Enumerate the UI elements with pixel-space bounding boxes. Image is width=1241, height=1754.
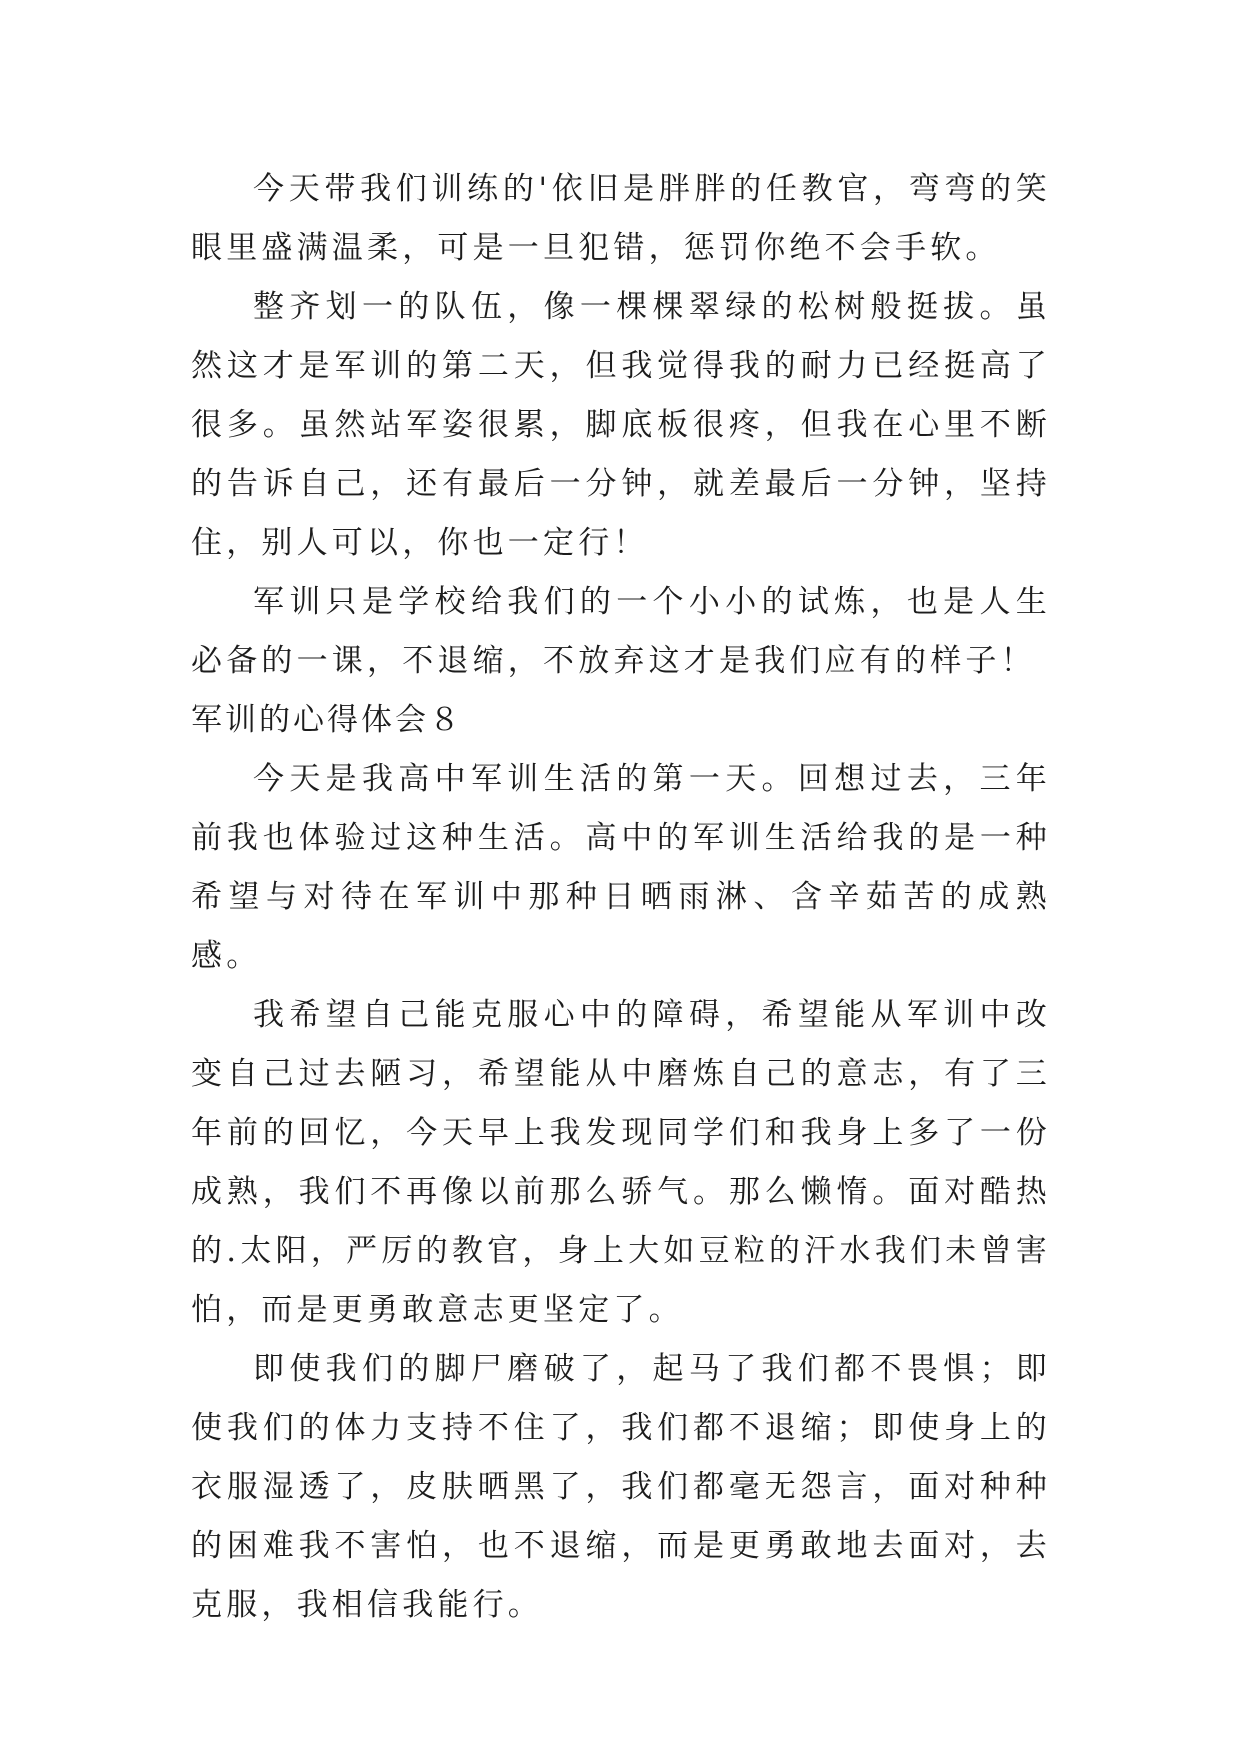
document-body — [191, 160, 1051, 1635]
paragraph-trial: 军训只是学校给我们的一个小小的试炼，也是人生必备的一课，不退缩，不放弃这才是我们应有的样子！ — [191, 584, 1051, 679]
section-heading: 军训的心得体会８ — [191, 702, 463, 738]
paragraph-courage: 即使我们的脚尸磨破了，起马了我们都不畏惧；即使我们的体力支持不住了，我们都不退缩；即使身上的衣服湿透了，皮肤晒黑了，我们都毫无怨言，面对种种的困难我不害怕，也不退缩，而是更勇敢地去面对，去克服，我相信我能行。 — [191, 1351, 1051, 1623]
paragraph-first-day: 今天是我高中军训生活的第一天。回想过去，三年前我也体验过这种生活。高中的军训生活给我的是一种希望与对待在军训中那种日晒雨淋、含辛茹苦的成熟感。 — [191, 761, 1051, 974]
paragraph-instructor: 今天带我们训练的'依旧是胖胖的任教官，弯弯的笑眼里盛满温柔，可是一旦犯错，惩罚你绝不会手软。 — [191, 171, 1051, 266]
paragraph-formation: 整齐划一的队伍，像一棵棵翠绿的松树般挺拔。虽然这才是军训的第二天，但我觉得我的耐力已经挺高了很多。虽然站军姿很累，脚底板很疼，但我在心里不断的告诉自己，还有最后一分钟，就差最后一分钟，坚持住，别人可以，你也一定行！ — [191, 289, 1051, 561]
paragraph-hope: 我希望自己能克服心中的障碍，希望能从军训中改变自己过去陋习，希望能从中磨炼自己的意志，有了三年前的回忆，今天早上我发现同学们和我身上多了一份成熟，我们不再像以前那么骄气。那么懒惰。面对酷热的.太阳，严厉的教官，身上大如豆粒的汗水我们未曾害怕，而是更勇敢意志更坚定了。 — [191, 997, 1051, 1328]
